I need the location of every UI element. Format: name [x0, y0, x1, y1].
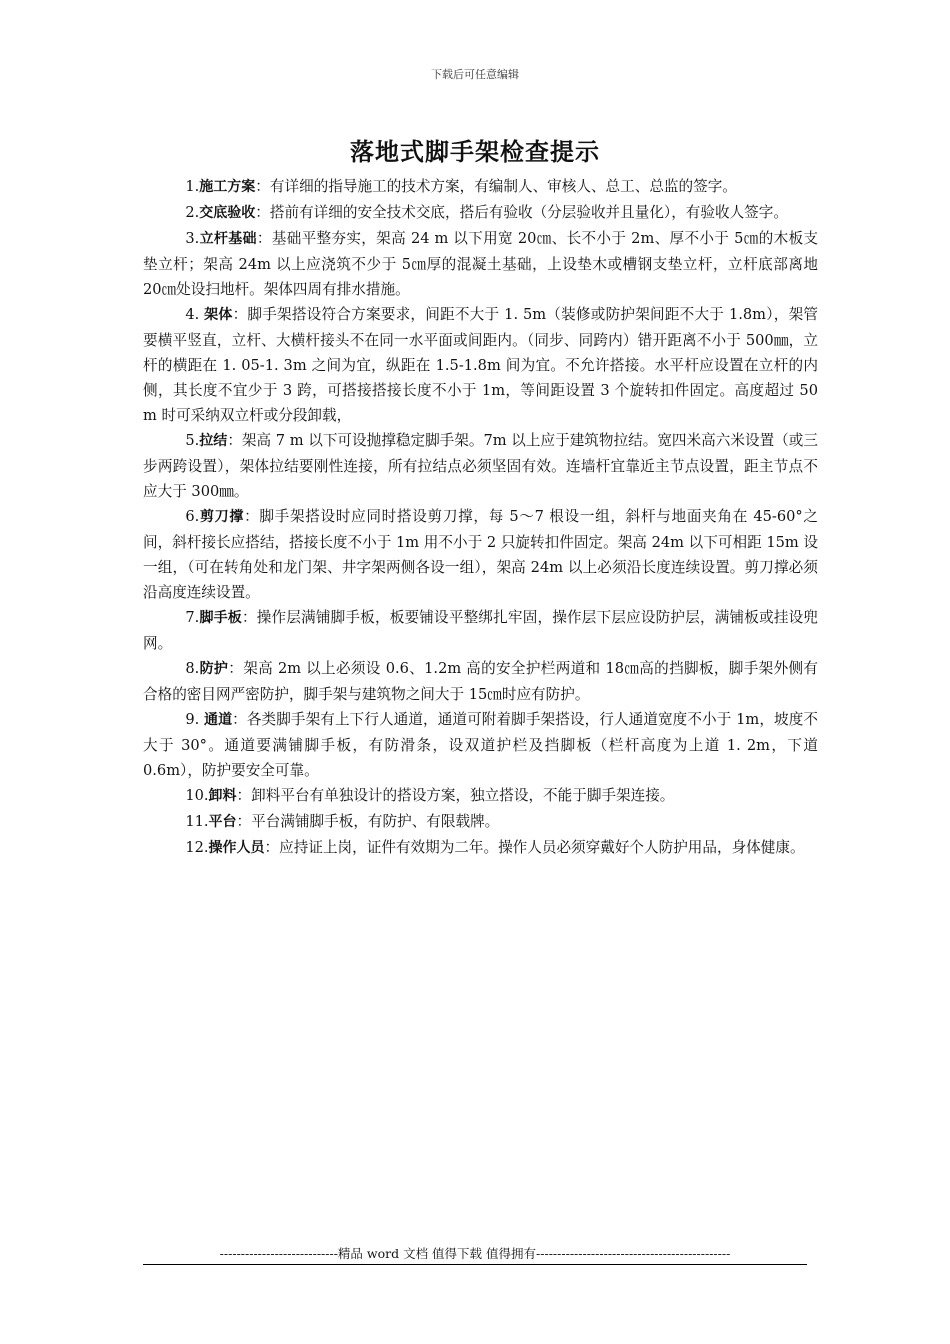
item-separator: ： — [255, 178, 270, 195]
item-separator: ： — [256, 230, 272, 247]
footer-text: ----------------------------精品 word 文档 值得下载 值得拥有---------------------------------------------- — [219, 1246, 731, 1261]
item-number: 9. — [185, 711, 204, 728]
item-label: 防护 — [199, 661, 229, 677]
item-separator: ： — [232, 306, 248, 323]
item-1 — [143, 174, 818, 200]
item-8 — [143, 656, 818, 707]
item-label: 拉结 — [199, 433, 228, 449]
item-6 — [143, 504, 818, 605]
item-5 — [143, 428, 818, 504]
item-label: 架体 — [204, 307, 233, 323]
item-text: 应持证上岗，证件有效期为二年。操作人员必须穿戴好个人防护用品，身体健康。 — [279, 839, 805, 856]
item-label: 交底验收 — [199, 205, 256, 221]
item-7 — [143, 605, 818, 656]
item-10 — [143, 783, 818, 809]
item-number: 6. — [185, 508, 200, 525]
item-number: 11. — [185, 813, 209, 830]
item-separator: ： — [264, 839, 280, 856]
item-number: 10. — [185, 787, 209, 804]
item-number: 7. — [185, 609, 200, 626]
item-text: 脚手架搭设时应同时搭设剪刀撑，每 5～7 根设一组，斜杆与地面夹角在 45-60°之间，斜杆接长应搭结，搭接长度不小于 1m 用不小于 2 只旋转扣件固定。架高 24m 以下可相距 15m 设一组，（可在转角处和龙门架、井字架两侧各设一组），架高 24m 以上必须沿长度连续设置。剪刀撑必须沿高度连续设置。 — [143, 508, 819, 601]
page-title: 落地式脚手架检查提示 — [350, 138, 600, 166]
item-label: 通道 — [203, 712, 233, 728]
item-text: 各类脚手架有上下行人通道，通道可附着脚手架搭设，行人通道宽度不小于 1m，坡度不大于 30°。通道要满铺脚手板，有防滑条，设双道护栏及挡脚板（栏杆高度为上道 1. 2m，下道 0.6m），防护要安全可靠。 — [143, 711, 818, 779]
item-text: 卸料平台有单独设计的搭设方案，独立搭设，不能于脚手架连接。 — [251, 787, 675, 804]
item-text: 有详细的指导施工的技术方案，有编制人、审核人、总工、总监的签字。 — [269, 178, 737, 195]
item-2 — [143, 200, 818, 226]
item-number: 2. — [185, 204, 200, 221]
item-label: 卸料 — [208, 788, 237, 804]
item-text: 搭前有详细的安全技术交底，搭后有验收（分层验收并且量化），有验收人签字。 — [269, 204, 788, 221]
item-label: 脚手板 — [199, 610, 242, 626]
item-4 — [143, 302, 818, 428]
item-9 — [143, 707, 818, 783]
item-text: 平台满铺脚手板，有防护、有限载牌。 — [251, 813, 500, 830]
item-number: 5. — [185, 432, 200, 449]
item-3 — [143, 226, 818, 302]
item-separator: ： — [241, 609, 257, 626]
item-number: 1. — [185, 178, 200, 195]
item-number: 4. — [185, 306, 205, 323]
item-label: 立杆基础 — [199, 231, 257, 247]
item-11 — [143, 809, 818, 835]
item-label: 操作人员 — [208, 840, 265, 856]
item-separator: ： — [236, 787, 252, 804]
footer-divider — [143, 1264, 807, 1265]
item-label: 剪刀撑 — [199, 509, 245, 525]
item-separator: ： — [244, 508, 260, 525]
item-text: 脚手架搭设符合方案要求，间距不大于 1. 5m（装修或防护架间距不大于 1.8m），架管要横平竖直，立杆、大横杆接头不在同一水平面或间距内。（同步、同跨内）错开距离不小于 500㎜，立杆的横距在 1. 05-1. 3m 之间为宜，纵距在 1.5-1.8m 间为宜。不允许搭接。水平杆应设置在立杆的内侧，其长度不宜少于 3 跨，可搭接搭接长度不小于 1m，等间距设置 3 个旋转扣件固定。高度超过 50 m 时可采纳双立杆或分段卸载， — [143, 306, 818, 424]
item-separator: ： — [227, 432, 242, 449]
item-label: 施工方案 — [199, 179, 256, 195]
item-separator: ： — [236, 813, 252, 830]
item-text: 操作层满铺脚手板，板要铺设平整绑扎牢固，操作层下层应设防护层，满铺板或挂设兜网。 — [143, 609, 818, 652]
item-number: 8. — [185, 660, 200, 677]
item-text: 基础平整夯实，架高 24 m 以下用宽 20㎝、长不小于 2m、厚不小于 5㎝的木板支垫立杆；架高 24m 以上应浇筑不少于 5㎝厚的混凝土基础，上设垫木或槽钢支垫立杆，立杆底部离地 20㎝处设扫地杆。架体四周有排水措施。 — [143, 230, 818, 298]
item-label: 平台 — [208, 814, 237, 830]
item-number: 3. — [185, 230, 200, 247]
item-separator: ： — [255, 204, 270, 221]
item-12 — [143, 835, 818, 861]
item-text: 架高 7 m 以下可设抛撑稳定脚手架。7m 以上应于建筑物拉结。宽四米高六米设置（或三步两跨设置），架体拉结要刚性连接，所有拉结点必须坚固有效。连墙杆宜靠近主节点设置，距主节点不应大于 300㎜。 — [143, 432, 818, 500]
document-body — [143, 174, 818, 861]
item-text: 架高 2m 以上必须设 0.6、1.2m 高的安全护栏两道和 18㎝高的挡脚板，脚手架外侧有合格的密目网严密防护，脚手架与建筑物之间大于 15㎝时应有防护。 — [143, 660, 819, 703]
header-note: 下载后可任意编辑 — [431, 68, 519, 81]
item-separator: ： — [232, 711, 247, 728]
item-number: 12. — [185, 839, 209, 856]
item-separator: ： — [228, 660, 244, 677]
